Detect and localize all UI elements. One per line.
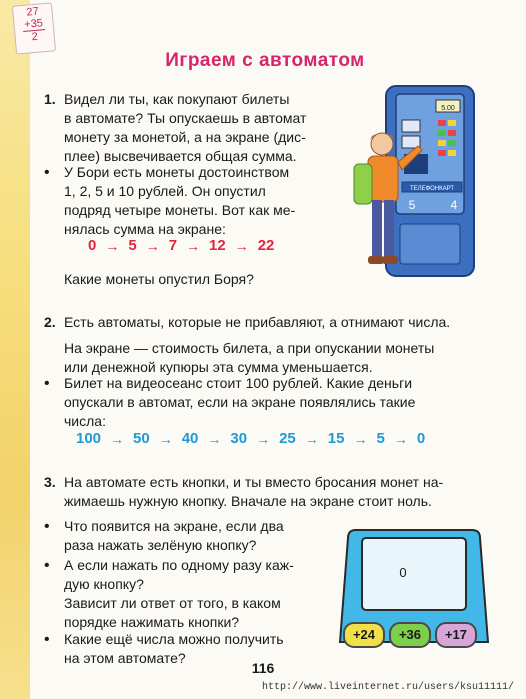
task-1-bullet-line: нялась сумма на экране: bbox=[64, 221, 226, 237]
machine-light bbox=[448, 130, 456, 136]
machine-light bbox=[438, 140, 446, 146]
sequence-value: 25 bbox=[279, 430, 296, 447]
sequence-value: 12 bbox=[209, 237, 226, 254]
arrow-right-icon: → bbox=[393, 430, 408, 447]
task-1-text bbox=[64, 90, 306, 166]
machine-lower-panel bbox=[400, 224, 460, 264]
arrow-right-icon: → bbox=[145, 237, 160, 254]
task-3-bullet-3-line: Какие ещё числа можно получить bbox=[64, 631, 284, 647]
task-2-bullet-line: числа: bbox=[64, 413, 106, 429]
task-1-line: монету за монетой, а на экране (дис- bbox=[64, 129, 306, 145]
task-1-bullet-text bbox=[64, 163, 295, 239]
task-3-bullet-1-line: раза нажать зелёную кнопку? bbox=[64, 537, 257, 553]
task-1-bullet-line: подряд четыре монеты. Вот как ме- bbox=[64, 202, 296, 218]
arrow-right-icon: → bbox=[256, 430, 271, 447]
sequence-value: 100 bbox=[76, 430, 102, 447]
sum-sequence-1 bbox=[88, 237, 274, 254]
machine-light bbox=[438, 130, 446, 136]
boy-leg bbox=[372, 200, 382, 258]
sequence-value: 5 bbox=[128, 237, 137, 254]
task-3-bullet-2 bbox=[64, 556, 294, 632]
task-2-paragraph-line: или денежной купюры эта сумма уменьшается. bbox=[64, 359, 373, 375]
task-3-number: 3. bbox=[44, 474, 56, 490]
task-3-bullet-3-line: на этом автомате? bbox=[64, 650, 186, 666]
task-1-bullet-line: 1, 2, 5 и 10 рублей. Он опустил bbox=[64, 183, 266, 199]
arrow-right-icon: → bbox=[186, 237, 201, 254]
boy-shoe bbox=[368, 256, 384, 264]
boy-shoe bbox=[382, 256, 398, 264]
machine-digit-right: 4 bbox=[450, 198, 458, 212]
task-3-bullet-2-line: Зависит ли ответ от того, в каком bbox=[64, 595, 281, 611]
corner-line-1: 27 bbox=[25, 5, 40, 19]
task-3-line: жимаешь нужную кнопку. Вначале на экране стоит ноль. bbox=[64, 493, 432, 509]
task-1-bullet-line: У Бори есть монеты достоинством bbox=[64, 164, 290, 180]
task-3-bullet-2-line: А если нажать по одному разу каж- bbox=[64, 557, 294, 573]
page-number: 116 bbox=[251, 660, 275, 676]
task-3-line: На автомате есть кнопки, и ты вместо бросания монет на- bbox=[64, 474, 444, 490]
bullet-icon: • bbox=[44, 557, 50, 574]
sequence-value: 7 bbox=[168, 237, 178, 254]
arrow-right-icon: → bbox=[110, 430, 125, 447]
page-title: Играем с автоматом bbox=[165, 50, 365, 71]
device-screen-value: 0 bbox=[399, 565, 407, 580]
task-2-paragraph-line: На экране — стоимость билета, а при опускании монеты bbox=[64, 340, 435, 356]
task-2-bullet-text bbox=[64, 374, 415, 431]
task-1-line: Видел ли ты, как покупают билеты bbox=[64, 91, 290, 107]
sequence-value: 50 bbox=[133, 430, 150, 447]
sequence-value: 0 bbox=[416, 430, 426, 447]
task-1-line: в автомате? Ты опускаешь в автомат bbox=[64, 110, 307, 126]
machine-display-value: 5.00 bbox=[441, 105, 455, 112]
corner-line-3: 2 bbox=[31, 30, 39, 44]
machine-light bbox=[448, 140, 456, 146]
task-1-number: 1. bbox=[44, 91, 56, 107]
arrow-right-icon: → bbox=[158, 430, 173, 447]
arrow-right-icon: → bbox=[105, 237, 120, 254]
task-2-bullet-line: Билет на видеосеанс стоит 100 рублей. Какие деньги bbox=[64, 375, 413, 391]
corner-line-2: +35 bbox=[23, 17, 44, 31]
corner-scroll-icon bbox=[12, 2, 56, 54]
plus-36-button[interactable]: +36 bbox=[389, 622, 431, 648]
sequence-value: 0 bbox=[88, 237, 97, 254]
plus-17-button[interactable]: +17 bbox=[435, 622, 477, 648]
machine-light bbox=[448, 120, 456, 126]
bullet-icon: • bbox=[44, 518, 50, 535]
sequence-value: 15 bbox=[327, 430, 345, 447]
machine-key bbox=[402, 120, 420, 132]
task-3-bullet-1-line: Что появится на экране, если два bbox=[64, 518, 284, 534]
arrow-right-icon: → bbox=[353, 430, 368, 447]
task-2-number: 2. bbox=[44, 314, 56, 330]
arrow-right-icon: → bbox=[234, 237, 249, 254]
bullet-icon: • bbox=[44, 631, 50, 648]
task-1-question: Какие монеты опустил Боря? bbox=[64, 271, 254, 287]
boy-backpack bbox=[354, 164, 372, 204]
plus-24-button[interactable]: +24 bbox=[343, 622, 385, 648]
watermark-url: http://www.liveinternet.ru/users/ksu11111/ bbox=[262, 682, 515, 693]
bullet-icon: • bbox=[44, 164, 50, 181]
task-2-bullet-line: опускали в автомат, если на экране появлялись такие bbox=[64, 394, 416, 410]
sequence-value: 40 bbox=[181, 430, 199, 447]
sum-sequence-2 bbox=[76, 430, 425, 447]
task-2-text: Есть автоматы, которые не прибавляют, а отнимают числа. bbox=[64, 314, 451, 330]
machine-light bbox=[438, 120, 446, 126]
machine-digit-left: 5 bbox=[408, 198, 416, 212]
task-3-text bbox=[64, 473, 443, 511]
ticket-machine-illustration bbox=[340, 84, 490, 284]
boy-leg bbox=[384, 200, 394, 258]
sequence-value: 22 bbox=[257, 237, 275, 254]
machine-label: ТЕЛЕФОНКАРТ bbox=[409, 186, 455, 192]
arrow-right-icon: → bbox=[304, 430, 319, 447]
boy-head bbox=[371, 133, 393, 155]
machine-light bbox=[448, 150, 456, 156]
arrow-right-icon: → bbox=[207, 430, 222, 447]
task-3-bullet-1 bbox=[64, 517, 284, 555]
task-1-line: плее) высвечивается общая сумма. bbox=[64, 148, 297, 164]
task-3-bullet-2-line: порядке нажимать кнопки? bbox=[64, 614, 240, 630]
task-3-bullet-2-line: дую кнопку? bbox=[64, 576, 144, 592]
task-2-paragraph bbox=[64, 339, 434, 377]
sequence-value: 30 bbox=[230, 430, 248, 447]
left-color-band bbox=[0, 0, 30, 699]
sequence-value: 5 bbox=[376, 430, 385, 447]
machine-light bbox=[438, 150, 446, 156]
bullet-icon: • bbox=[44, 375, 50, 392]
